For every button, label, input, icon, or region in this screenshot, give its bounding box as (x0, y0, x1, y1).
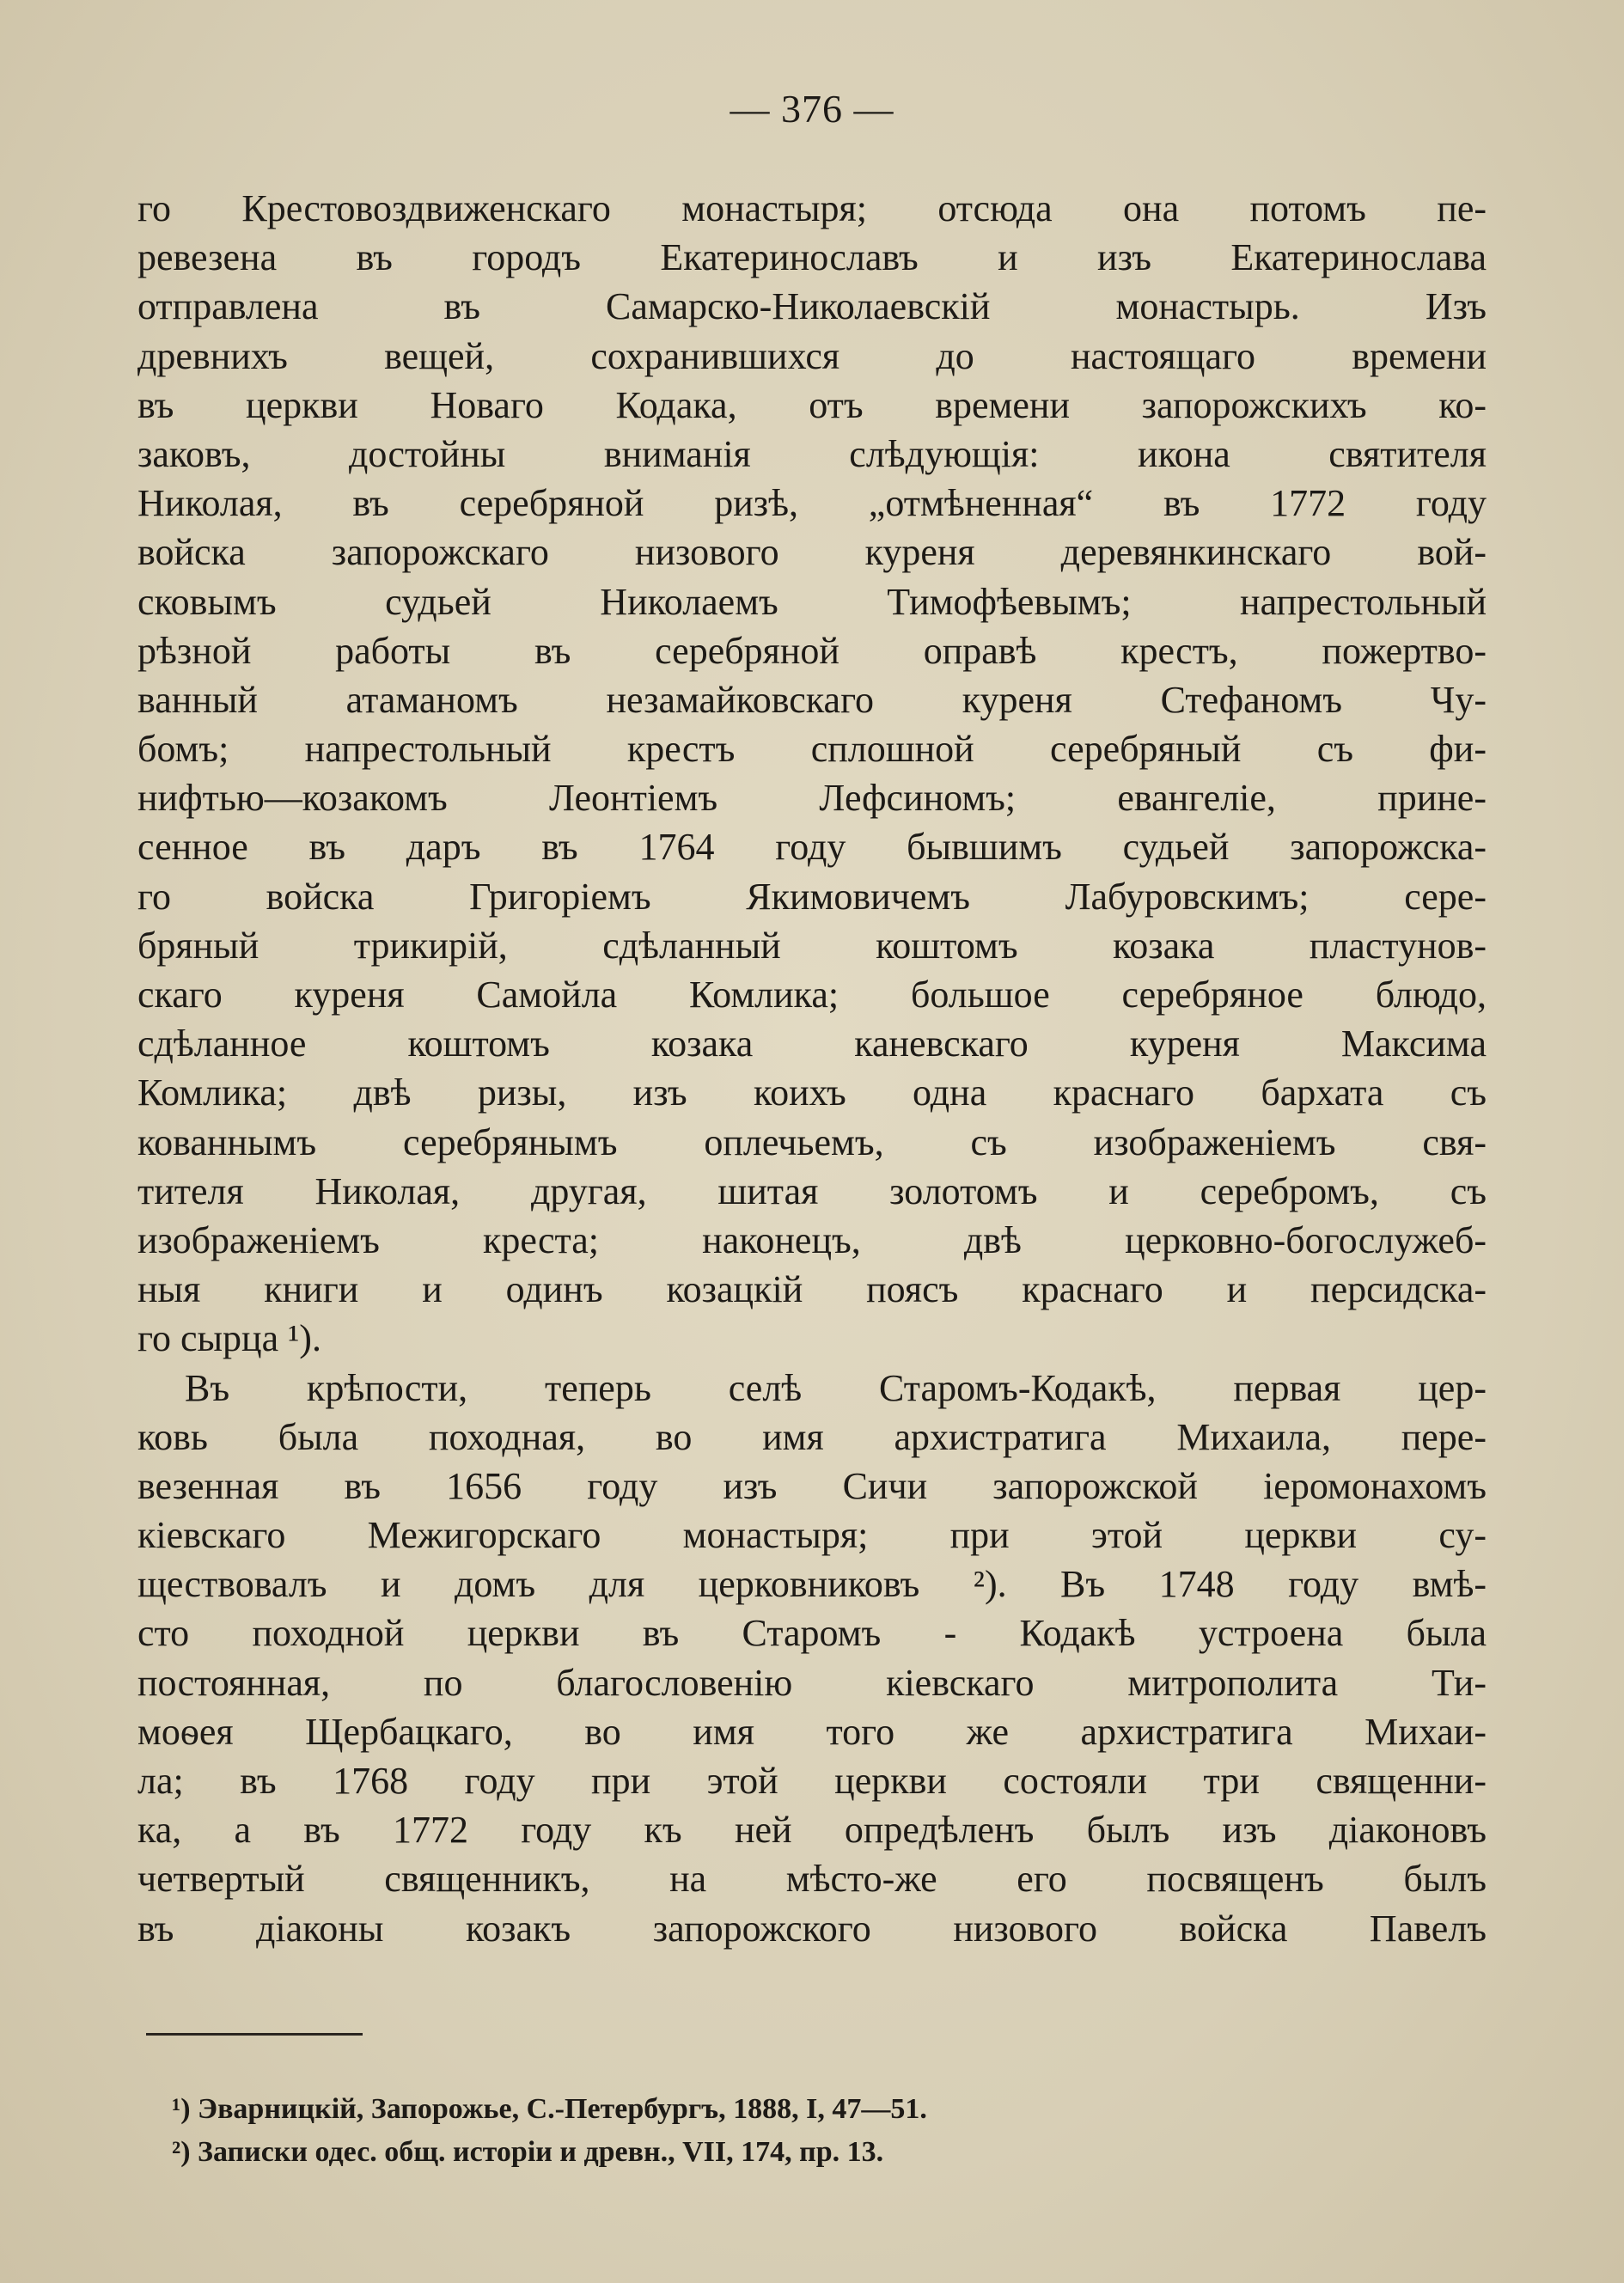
text-line: сдѣланное коштомъ козака каневскаго куреня Максима (137, 1022, 1487, 1065)
text-line: ка, а въ 1772 году къ ней опредѣленъ былъ изъ діаконовъ (137, 1809, 1487, 1852)
text-line: въ діаконы козакъ запорожского низового войска Павелъ (137, 1907, 1487, 1950)
text-line: ныя книги и одинъ козацкій поясъ краснаго и персидска- (137, 1268, 1487, 1311)
text-line: сковымъ судьей Николаемъ Тимофѣевымъ; напрестольный (137, 580, 1487, 623)
text-line: бряный трикирій, сдѣланный коштомъ козака пластунов- (137, 924, 1487, 967)
text-line: сенное въ даръ въ 1764 году бывшимъ судьей запорожска- (137, 826, 1487, 869)
footnote-1: ¹) Эварницкій, Запорожье, С.-Петербургъ, 1888, I, 47—51. (172, 2093, 927, 2125)
text-line: заковъ, достойны вниманія слѣдующія: икона святителя (137, 432, 1487, 475)
text-line: въ церкви Новаго Кодака, отъ времени запорожскихъ ко- (137, 383, 1487, 426)
text-line: нифтью—козакомъ Леонтіемъ Лефсиномъ; евангеліе, прине- (137, 777, 1487, 820)
text-line: постоянная, по благословенію кіевскаго митрополита Ти- (137, 1661, 1487, 1704)
paragraph-start-line: Въ крѣпости, теперь селѣ Старомъ-Кодакѣ, первая цер- (185, 1366, 1487, 1409)
text-line: Комлика; двѣ ризы, изъ коихъ одна краснаго бархата съ (137, 1071, 1487, 1114)
text-line: ла; въ 1768 году при этой церкви состояли три священни- (137, 1760, 1487, 1802)
text-line: везенная въ 1656 году изъ Сичи запорожской іеромонахомъ (137, 1464, 1487, 1507)
text-line: ванный атаманомъ незамайковскаго куреня Стефаномъ Чу- (137, 678, 1487, 721)
text-line: сто походной церкви въ Старомъ - Кодакѣ устроена была (137, 1612, 1487, 1655)
text-line: отправлена въ Самарско-Николаевскій монастырь. Изъ (137, 285, 1487, 328)
paragraph-end-line: го сырца ¹). (137, 1317, 321, 1360)
text-line: ревезена въ городъ Екатеринославъ и изъ Екатеринослава (137, 236, 1487, 279)
text-line: скаго куреня Самойла Комлика; большое серебряное блюдо, (137, 974, 1487, 1016)
footnotes (172, 2088, 1289, 2174)
text-line: го Крестовоздвиженскаго монастыря; отсюда она потомъ пе- (137, 187, 1487, 229)
text-line: войска запорожскаго низового куреня деревянкинскаго вой- (137, 531, 1487, 574)
text-line: ковь была походная, во имя архистратига Михаила, пере- (137, 1415, 1487, 1458)
footnote-2: ²) Записки одес. общ. исторіи и древн., VII, 174, пр. 13. (172, 2136, 884, 2168)
text-line: го войска Григоріемъ Якимовичемъ Лабуровскимъ; сере- (137, 875, 1487, 918)
text-line: рѣзной работы въ серебряной оправѣ крестъ, пожертво- (137, 629, 1487, 672)
text-line: бомъ; напрестольный крестъ сплошной серебряный съ фи- (137, 728, 1487, 771)
text-line: кованнымъ серебрянымъ оплечьемъ, съ изображеніемъ свя- (137, 1120, 1487, 1163)
text-line: Николая, въ серебряной ризѣ, „отмѣненная“ въ 1772 году (137, 482, 1487, 525)
text-line: тителя Николая, другая, шитая золотомъ и серебромъ, съ (137, 1169, 1487, 1212)
text-line: моѳея Щербацкаго, во имя того же архистратига Михаи- (137, 1710, 1487, 1753)
main-text (137, 184, 1487, 1953)
page-number: — 376 — (730, 87, 894, 131)
text-line: древнихъ вещей, сохранившихся до настоящаго времени (137, 334, 1487, 377)
footnote-divider (146, 2033, 363, 2036)
text-line: четвертый священникъ, на мѣсто-же его посвященъ былъ (137, 1858, 1487, 1901)
text-line: ществовалъ и домъ для церковниковъ ²). Въ 1748 году вмѣ- (137, 1563, 1487, 1606)
text-line: изображеніемъ креста; наконецъ, двѣ церковно-богослужеб- (137, 1218, 1487, 1261)
text-line: кіевскаго Межигорскаго монастыря; при этой церкви су- (137, 1514, 1487, 1557)
